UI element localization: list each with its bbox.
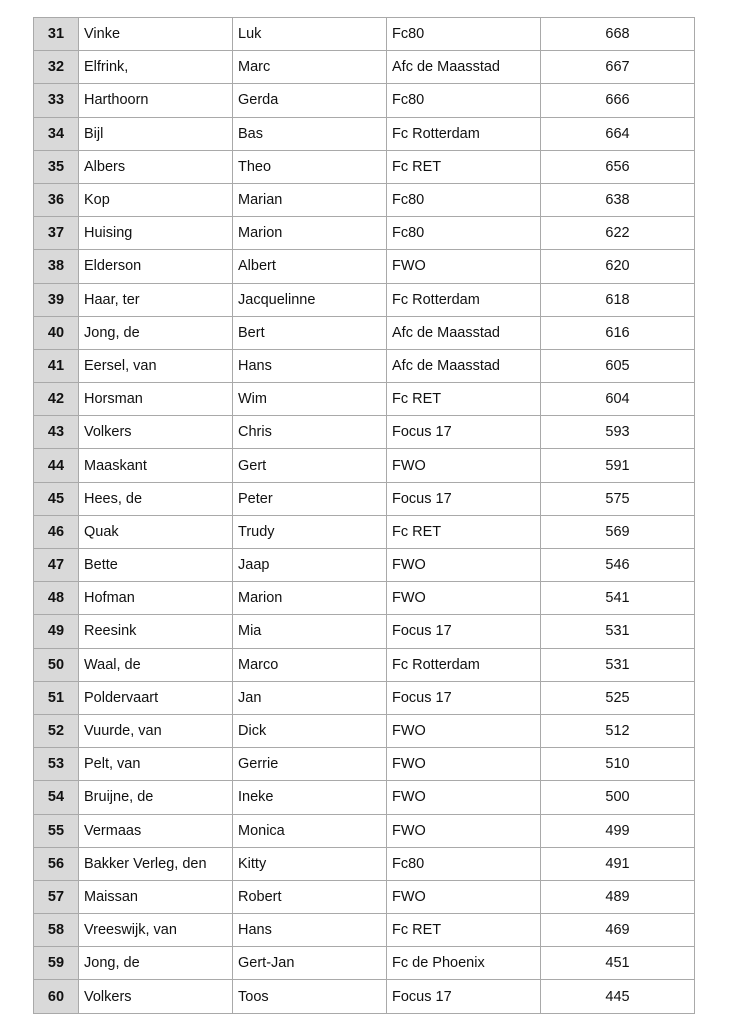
last-name-cell: Volkers bbox=[79, 416, 233, 449]
club-cell: Fc80 bbox=[387, 183, 541, 216]
club-cell: Fc Rotterdam bbox=[387, 648, 541, 681]
first-name-cell: Gerrie bbox=[233, 748, 387, 781]
rank-cell: 41 bbox=[34, 349, 79, 382]
first-name-cell: Dick bbox=[233, 714, 387, 747]
club-cell: Fc80 bbox=[387, 217, 541, 250]
rank-cell: 51 bbox=[34, 681, 79, 714]
club-cell: Fc Rotterdam bbox=[387, 117, 541, 150]
last-name-cell: Vinke bbox=[79, 18, 233, 51]
table-row bbox=[34, 183, 695, 216]
table-row bbox=[34, 582, 695, 615]
first-name-cell: Jaap bbox=[233, 549, 387, 582]
score-cell: 616 bbox=[541, 316, 695, 349]
last-name-cell: Jong, de bbox=[79, 947, 233, 980]
club-cell: Fc80 bbox=[387, 84, 541, 117]
last-name-cell: Maissan bbox=[79, 880, 233, 913]
rank-cell: 46 bbox=[34, 515, 79, 548]
rank-cell: 43 bbox=[34, 416, 79, 449]
table-row bbox=[34, 947, 695, 980]
score-cell: 546 bbox=[541, 549, 695, 582]
rank-cell: 31 bbox=[34, 18, 79, 51]
table-row bbox=[34, 748, 695, 781]
ranking-table-body bbox=[34, 18, 695, 1014]
score-cell: 605 bbox=[541, 349, 695, 382]
last-name-cell: Reesink bbox=[79, 615, 233, 648]
score-cell: 491 bbox=[541, 847, 695, 880]
score-cell: 668 bbox=[541, 18, 695, 51]
last-name-cell: Bette bbox=[79, 549, 233, 582]
club-cell: Afc de Maasstad bbox=[387, 316, 541, 349]
rank-cell: 34 bbox=[34, 117, 79, 150]
last-name-cell: Poldervaart bbox=[79, 681, 233, 714]
table-row bbox=[34, 615, 695, 648]
first-name-cell: Hans bbox=[233, 914, 387, 947]
table-row bbox=[34, 250, 695, 283]
score-cell: 656 bbox=[541, 150, 695, 183]
rank-cell: 35 bbox=[34, 150, 79, 183]
last-name-cell: Albers bbox=[79, 150, 233, 183]
rank-cell: 52 bbox=[34, 714, 79, 747]
score-cell: 510 bbox=[541, 748, 695, 781]
club-cell: Focus 17 bbox=[387, 980, 541, 1013]
score-cell: 618 bbox=[541, 283, 695, 316]
last-name-cell: Harthoorn bbox=[79, 84, 233, 117]
table-row bbox=[34, 980, 695, 1013]
first-name-cell: Peter bbox=[233, 482, 387, 515]
club-cell: FWO bbox=[387, 582, 541, 615]
table-row bbox=[34, 515, 695, 548]
first-name-cell: Bas bbox=[233, 117, 387, 150]
score-cell: 593 bbox=[541, 416, 695, 449]
table-row bbox=[34, 449, 695, 482]
first-name-cell: Kitty bbox=[233, 847, 387, 880]
first-name-cell: Luk bbox=[233, 18, 387, 51]
last-name-cell: Haar, ter bbox=[79, 283, 233, 316]
club-cell: Fc Rotterdam bbox=[387, 283, 541, 316]
first-name-cell: Toos bbox=[233, 980, 387, 1013]
club-cell: FWO bbox=[387, 781, 541, 814]
last-name-cell: Bruijne, de bbox=[79, 781, 233, 814]
table-row bbox=[34, 84, 695, 117]
last-name-cell: Huising bbox=[79, 217, 233, 250]
club-cell: Focus 17 bbox=[387, 615, 541, 648]
first-name-cell: Marion bbox=[233, 217, 387, 250]
rank-cell: 33 bbox=[34, 84, 79, 117]
last-name-cell: Vermaas bbox=[79, 814, 233, 847]
first-name-cell: Marian bbox=[233, 183, 387, 216]
table-row bbox=[34, 781, 695, 814]
first-name-cell: Albert bbox=[233, 250, 387, 283]
club-cell: Fc80 bbox=[387, 18, 541, 51]
first-name-cell: Gert-Jan bbox=[233, 947, 387, 980]
table-row bbox=[34, 117, 695, 150]
score-cell: 531 bbox=[541, 648, 695, 681]
club-cell: FWO bbox=[387, 714, 541, 747]
score-cell: 531 bbox=[541, 615, 695, 648]
last-name-cell: Elfrink, bbox=[79, 51, 233, 84]
last-name-cell: Bijl bbox=[79, 117, 233, 150]
first-name-cell: Marco bbox=[233, 648, 387, 681]
score-cell: 575 bbox=[541, 482, 695, 515]
last-name-cell: Kop bbox=[79, 183, 233, 216]
table-row bbox=[34, 349, 695, 382]
rank-cell: 54 bbox=[34, 781, 79, 814]
last-name-cell: Hees, de bbox=[79, 482, 233, 515]
table-row bbox=[34, 847, 695, 880]
score-cell: 666 bbox=[541, 84, 695, 117]
first-name-cell: Wim bbox=[233, 383, 387, 416]
score-cell: 451 bbox=[541, 947, 695, 980]
rank-cell: 44 bbox=[34, 449, 79, 482]
first-name-cell: Marc bbox=[233, 51, 387, 84]
last-name-cell: Waal, de bbox=[79, 648, 233, 681]
first-name-cell: Hans bbox=[233, 349, 387, 382]
score-cell: 489 bbox=[541, 880, 695, 913]
first-name-cell: Monica bbox=[233, 814, 387, 847]
club-cell: Fc de Phoenix bbox=[387, 947, 541, 980]
club-cell: Focus 17 bbox=[387, 482, 541, 515]
rank-cell: 36 bbox=[34, 183, 79, 216]
first-name-cell: Jan bbox=[233, 681, 387, 714]
rank-cell: 53 bbox=[34, 748, 79, 781]
last-name-cell: Vreeswijk, van bbox=[79, 914, 233, 947]
score-cell: 469 bbox=[541, 914, 695, 947]
score-cell: 604 bbox=[541, 383, 695, 416]
rank-cell: 40 bbox=[34, 316, 79, 349]
club-cell: FWO bbox=[387, 250, 541, 283]
last-name-cell: Volkers bbox=[79, 980, 233, 1013]
first-name-cell: Chris bbox=[233, 416, 387, 449]
rank-cell: 47 bbox=[34, 549, 79, 582]
last-name-cell: Jong, de bbox=[79, 316, 233, 349]
club-cell: Fc RET bbox=[387, 150, 541, 183]
club-cell: Fc RET bbox=[387, 914, 541, 947]
table-row bbox=[34, 714, 695, 747]
first-name-cell: Bert bbox=[233, 316, 387, 349]
score-cell: 622 bbox=[541, 217, 695, 250]
table-row bbox=[34, 18, 695, 51]
rank-cell: 49 bbox=[34, 615, 79, 648]
first-name-cell: Ineke bbox=[233, 781, 387, 814]
score-cell: 512 bbox=[541, 714, 695, 747]
first-name-cell: Marion bbox=[233, 582, 387, 615]
last-name-cell: Eersel, van bbox=[79, 349, 233, 382]
first-name-cell: Robert bbox=[233, 880, 387, 913]
score-cell: 445 bbox=[541, 980, 695, 1013]
rank-cell: 37 bbox=[34, 217, 79, 250]
club-cell: FWO bbox=[387, 549, 541, 582]
first-name-cell: Gert bbox=[233, 449, 387, 482]
rank-cell: 55 bbox=[34, 814, 79, 847]
club-cell: Afc de Maasstad bbox=[387, 51, 541, 84]
rank-cell: 56 bbox=[34, 847, 79, 880]
rank-cell: 60 bbox=[34, 980, 79, 1013]
table-row bbox=[34, 880, 695, 913]
club-cell: Fc RET bbox=[387, 383, 541, 416]
score-cell: 664 bbox=[541, 117, 695, 150]
club-cell: Afc de Maasstad bbox=[387, 349, 541, 382]
table-row bbox=[34, 681, 695, 714]
club-cell: Fc80 bbox=[387, 847, 541, 880]
last-name-cell: Hofman bbox=[79, 582, 233, 615]
first-name-cell: Mia bbox=[233, 615, 387, 648]
rank-cell: 32 bbox=[34, 51, 79, 84]
last-name-cell: Maaskant bbox=[79, 449, 233, 482]
score-cell: 525 bbox=[541, 681, 695, 714]
rank-cell: 48 bbox=[34, 582, 79, 615]
rank-cell: 50 bbox=[34, 648, 79, 681]
last-name-cell: Elderson bbox=[79, 250, 233, 283]
score-cell: 499 bbox=[541, 814, 695, 847]
score-cell: 569 bbox=[541, 515, 695, 548]
table-row bbox=[34, 217, 695, 250]
club-cell: Focus 17 bbox=[387, 681, 541, 714]
rank-cell: 57 bbox=[34, 880, 79, 913]
table-row bbox=[34, 549, 695, 582]
rank-cell: 38 bbox=[34, 250, 79, 283]
first-name-cell: Trudy bbox=[233, 515, 387, 548]
table-row bbox=[34, 283, 695, 316]
last-name-cell: Horsman bbox=[79, 383, 233, 416]
table-row bbox=[34, 316, 695, 349]
ranking-table bbox=[33, 17, 695, 1014]
club-cell: FWO bbox=[387, 880, 541, 913]
score-cell: 667 bbox=[541, 51, 695, 84]
table-row bbox=[34, 150, 695, 183]
last-name-cell: Quak bbox=[79, 515, 233, 548]
rank-cell: 42 bbox=[34, 383, 79, 416]
score-cell: 638 bbox=[541, 183, 695, 216]
table-row bbox=[34, 648, 695, 681]
table-row bbox=[34, 482, 695, 515]
table-row bbox=[34, 383, 695, 416]
table-row bbox=[34, 814, 695, 847]
table-row bbox=[34, 51, 695, 84]
last-name-cell: Bakker Verleg, den bbox=[79, 847, 233, 880]
last-name-cell: Pelt, van bbox=[79, 748, 233, 781]
club-cell: FWO bbox=[387, 814, 541, 847]
rank-cell: 59 bbox=[34, 947, 79, 980]
club-cell: Focus 17 bbox=[387, 416, 541, 449]
score-cell: 541 bbox=[541, 582, 695, 615]
first-name-cell: Gerda bbox=[233, 84, 387, 117]
rank-cell: 45 bbox=[34, 482, 79, 515]
score-cell: 620 bbox=[541, 250, 695, 283]
table-row bbox=[34, 416, 695, 449]
rank-cell: 58 bbox=[34, 914, 79, 947]
score-cell: 500 bbox=[541, 781, 695, 814]
club-cell: Fc RET bbox=[387, 515, 541, 548]
club-cell: FWO bbox=[387, 748, 541, 781]
club-cell: FWO bbox=[387, 449, 541, 482]
table-row bbox=[34, 914, 695, 947]
first-name-cell: Theo bbox=[233, 150, 387, 183]
rank-cell: 39 bbox=[34, 283, 79, 316]
first-name-cell: Jacquelinne bbox=[233, 283, 387, 316]
score-cell: 591 bbox=[541, 449, 695, 482]
last-name-cell: Vuurde, van bbox=[79, 714, 233, 747]
